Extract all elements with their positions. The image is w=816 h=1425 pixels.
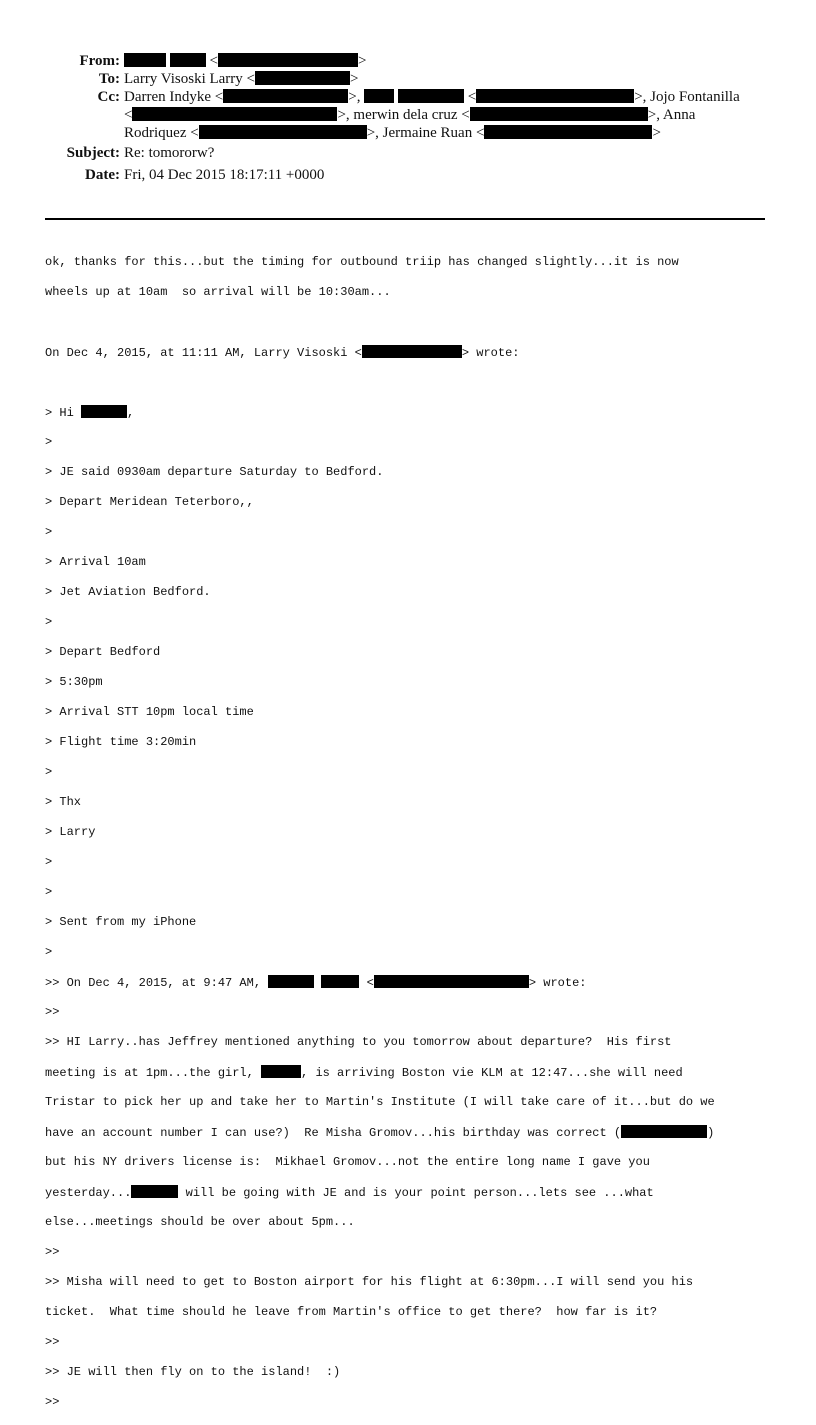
body-line <box>45 1125 785 1140</box>
cc-value: Darren Indyke < >, < >, Jojo Fontanilla < >, merwin dela cruz < >, Anna Rodriquez < >, Jermaine Ruan < > <box>124 89 740 141</box>
cc-text: >, <box>348 89 365 105</box>
body-line: > <box>45 855 53 869</box>
redaction-block <box>223 89 348 103</box>
cc-text: >, Jojo Fontanilla <box>634 89 740 105</box>
redaction-block <box>364 89 394 103</box>
body-text: >> On Dec 4, 2015, at 9:47 AM, <box>45 976 269 990</box>
body-line: >> <box>45 1335 60 1349</box>
body-text: > Hi <box>45 406 82 420</box>
body-line: > <box>45 615 53 629</box>
body-line: >> <box>45 1395 60 1409</box>
body-text: > wrote: <box>461 346 520 360</box>
redaction-block <box>199 125 367 139</box>
body-line: >> HI Larry..has Jeffrey mentioned anything to you tomorrow about departure? His first <box>45 1035 672 1049</box>
redaction-block <box>476 89 634 103</box>
subject-value: Re: tomororw? <box>124 145 215 161</box>
cc-text: >, merwin dela cruz < <box>337 107 470 123</box>
date-row <box>0 166 816 184</box>
cc-text: Rodriquez < <box>124 125 199 141</box>
redaction-block <box>621 1125 707 1138</box>
to-row <box>0 70 816 88</box>
from-value: < > <box>124 52 366 70</box>
redaction-block <box>124 53 166 67</box>
body-line: > Depart Bedford <box>45 645 161 659</box>
body-line: > Jet Aviation Bedford. <box>45 585 211 599</box>
body-text: On Dec 4, 2015, at 11:11 AM, Larry Visoski < <box>45 346 362 360</box>
body-line: > <box>45 945 53 959</box>
body-line: >> Misha will need to get to Boston airport for his flight at 6:30pm...I will send you his <box>45 1275 694 1289</box>
to-name: Larry Visoski Larry < <box>124 71 256 87</box>
body-line: Tristar to pick her up and take her to Martin's Institute (I will take care of it...but do we <box>45 1095 715 1109</box>
body-line: > Larry <box>45 825 96 839</box>
body-text: have an account number I can use?) Re Misha Gromov...his birthday was correct ( <box>45 1126 622 1140</box>
body-line <box>45 375 785 390</box>
cc-text: Darren Indyke < <box>124 89 224 105</box>
body-line: but his NY drivers license is: Mikhael Gromov...not the entire long name I gave you <box>45 1155 650 1169</box>
to-value: Larry Visoski Larry < > <box>124 71 359 87</box>
body-line <box>45 1185 785 1200</box>
body-line: > Arrival STT 10pm local time <box>45 705 254 719</box>
body-line: else...meetings should be over about 5pm... <box>45 1215 355 1229</box>
body-line: > Flight time 3:20min <box>45 735 197 749</box>
body-line: > Depart Meridean Teterboro,, <box>45 495 254 509</box>
body-line: > Thx <box>45 795 82 809</box>
body-line: ticket. What time should he leave from Martin's office to get there? how far is it? <box>45 1305 658 1319</box>
body-text: ) <box>707 1126 715 1140</box>
body-line <box>45 315 785 330</box>
body-line: >> <box>45 1245 60 1259</box>
cc-text: > <box>652 125 661 141</box>
to-label: To: <box>98 71 120 87</box>
body-line <box>45 975 785 990</box>
body-line: >> JE will then fly on to the island! :) <box>45 1365 341 1379</box>
redaction-block <box>398 89 464 103</box>
from-label: From: <box>79 53 120 69</box>
cc-label: Cc: <box>97 89 120 105</box>
redaction-block <box>374 975 529 988</box>
body-line: > Arrival 10am <box>45 555 146 569</box>
redaction-block <box>261 1065 301 1078</box>
body-line: > <box>45 885 53 899</box>
email-header <box>0 52 816 184</box>
redaction-block <box>362 345 462 358</box>
subject-label: Subject: <box>66 145 120 161</box>
email-body <box>45 240 785 1425</box>
cc-row <box>0 88 816 142</box>
body-text: > wrote: <box>528 976 587 990</box>
redaction-block <box>132 107 337 121</box>
body-line: > <box>45 525 53 539</box>
body-line <box>45 1065 785 1080</box>
redaction-block <box>218 53 358 67</box>
redaction-block <box>255 71 350 85</box>
body-line: >> <box>45 1005 60 1019</box>
body-line: ok, thanks for this...but the timing for outbound triip has changed slightly...it is now <box>45 255 679 269</box>
body-line: wheels up at 10am so arrival will be 10:30am... <box>45 285 391 299</box>
redaction-block <box>484 125 652 139</box>
body-text: will be going with JE and is your point person...lets see ...what <box>178 1186 654 1200</box>
body-line <box>45 345 785 360</box>
cc-text: < <box>124 107 133 123</box>
body-line: > Sent from my iPhone <box>45 915 197 929</box>
redaction-block <box>321 975 359 988</box>
cc-text: >, Jermaine Ruan < <box>366 125 485 141</box>
from-row <box>0 52 816 70</box>
body-text: < <box>359 976 374 990</box>
redaction-block <box>470 107 648 121</box>
body-line: > <box>45 435 53 449</box>
cc-text: >, Anna <box>647 107 696 123</box>
body-text: , is arriving Boston vie KLM at 12:47...she will need <box>301 1066 683 1080</box>
body-line <box>45 405 785 420</box>
body-text: meeting is at 1pm...the girl, <box>45 1066 262 1080</box>
subject-row <box>0 144 816 162</box>
body-text: , <box>127 406 135 420</box>
body-line: > 5:30pm <box>45 675 103 689</box>
redaction-block <box>131 1185 178 1198</box>
redaction-block <box>81 405 127 418</box>
body-line: > JE said 0930am departure Saturday to Bedford. <box>45 465 384 479</box>
date-value: Fri, 04 Dec 2015 18:17:11 +0000 <box>124 167 325 183</box>
redaction-block <box>268 975 314 988</box>
body-line: > <box>45 765 53 779</box>
header-divider <box>45 218 765 220</box>
date-label: Date: <box>85 167 120 183</box>
body-text: yesterday... <box>45 1186 132 1200</box>
redaction-block <box>170 53 206 67</box>
